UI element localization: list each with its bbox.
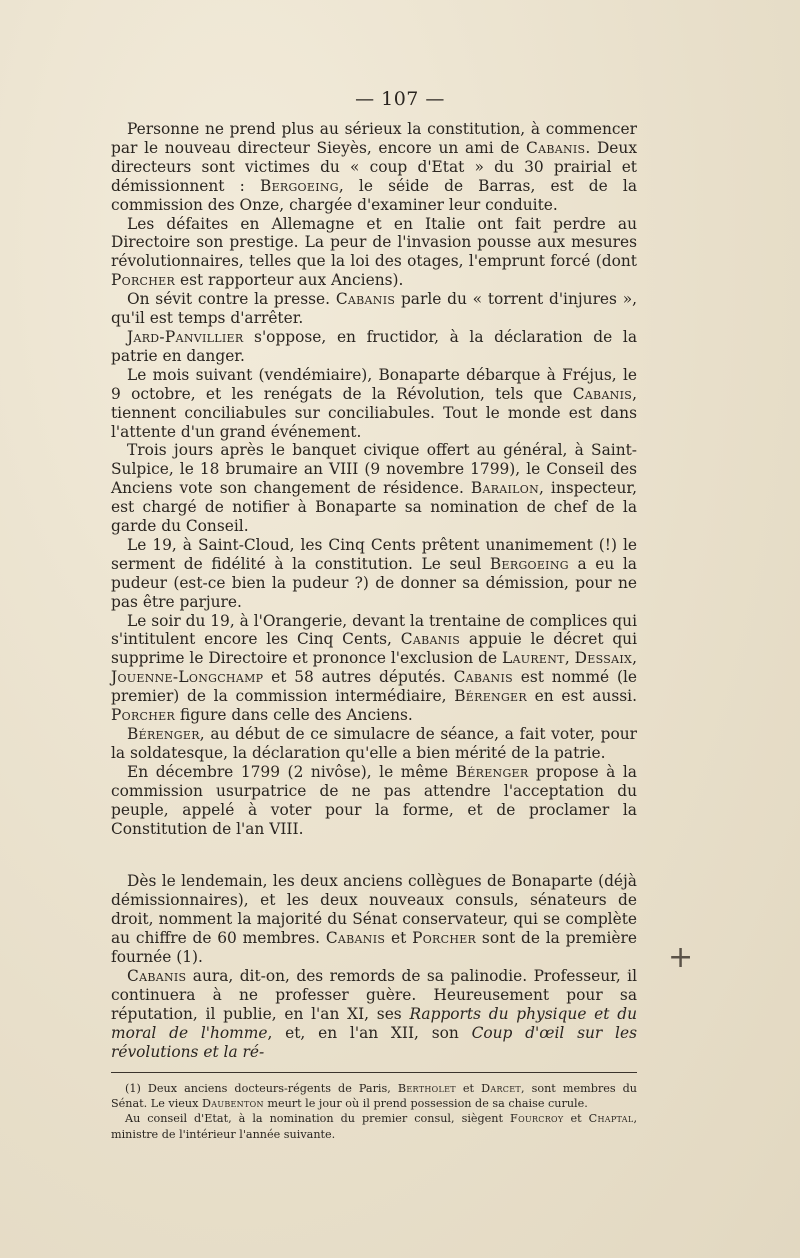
text-run: . Deux directeurs sont victimes du « coup d'Etat » du 30 prairial et démissionnent : bbox=[111, 138, 637, 195]
text-run: Au conseil d'Etat, à la nomination du premier consul, siègent bbox=[125, 1112, 511, 1126]
person-name: Porcher bbox=[412, 929, 477, 948]
text-run: , inspecteur, est chargé de notifier à Bonaparte sa nomination de chef de la garde du Conseil. bbox=[111, 479, 637, 536]
paragraph bbox=[111, 441, 637, 536]
book-title: Rapports du physique et du moral de l'homme bbox=[111, 1004, 637, 1042]
text-run: Le 19, à Saint-Cloud, les Cinq Cents prêtent unanimement (!) le serment de fidélité à la constitution. Le seul bbox=[111, 535, 637, 573]
person-name: Jard-Panvillier bbox=[127, 327, 244, 346]
text-run: On sévit contre la presse. bbox=[127, 290, 336, 309]
text-run: Le soir du 19, à l'Orangerie, devant la trentaine de complices qui s'intitulent encore les Cinq Cents, bbox=[111, 611, 637, 649]
paragraph bbox=[111, 536, 637, 612]
footnote bbox=[111, 1111, 637, 1141]
person-name: Barailon bbox=[470, 479, 540, 498]
text-run: Personne ne prend plus au sérieux la constitution, à commencer par le nouveau directeur Sieyès, encore un ami de bbox=[111, 120, 637, 157]
text-run: est rapporteur aux Anciens). bbox=[175, 271, 404, 290]
text-run: Trois jours après le banquet civique offert au général, à Saint-Sulpice, le 18 brumaire an VIII (9 novembre 1799), le Conseil des Anciens vote son changement de résidence. bbox=[111, 441, 637, 498]
text-run: (1) Deux anciens docteurs-régents de Paris, bbox=[125, 1082, 398, 1095]
person-name: Porcher bbox=[111, 706, 176, 725]
text-run: aura, dit-on, des remords de sa palinodie. Professeur, il continuera à ne professer guère. Heureusement pour sa réputation, il publie, en l'an XI, ses bbox=[111, 966, 637, 1023]
paragraph bbox=[111, 612, 637, 725]
text-run: et bbox=[563, 1112, 589, 1126]
text-run: s'oppose, en fructidor, à la déclaration de la patrie en danger. bbox=[111, 327, 637, 365]
text-run: est nommé (le premier) de la commission intermédiaire, bbox=[111, 668, 637, 706]
margin-pencil-mark: + bbox=[668, 940, 694, 975]
person-name: Bérenger bbox=[454, 687, 527, 706]
text-run: , et, en l'an XII, son bbox=[267, 1023, 472, 1042]
person-name: Cabanis bbox=[400, 630, 461, 649]
text-run: et 58 autres députés. bbox=[263, 668, 454, 687]
person-name: Cabanis bbox=[335, 290, 396, 309]
person-name: Daubenton bbox=[201, 1097, 264, 1111]
paragraph bbox=[111, 328, 637, 366]
text-run: propose à la commission usurpatrice de ne pas attendre l'acceptation du peuple, appelé à voter pour la forme, et de proclamer la Constitution de l'an VIII. bbox=[111, 762, 637, 838]
person-name: Bérenger bbox=[455, 762, 529, 781]
paragraph bbox=[111, 366, 637, 442]
text-run: , le séide de Barras, est de la commission des Onze, chargée d'examiner leur conduite. bbox=[111, 176, 637, 214]
text-run: appuie le décret qui supprime le Directoire et prononce l'exclusion de bbox=[111, 630, 638, 668]
paragraph bbox=[111, 872, 637, 967]
text-run: , tiennent conciliabules sur conciliabules. Tout le monde est dans l'attente d'un grand événement. bbox=[111, 384, 637, 441]
text-run: et bbox=[455, 1082, 482, 1095]
person-name: Laurent bbox=[502, 649, 565, 668]
text-run: a eu la pudeur (est-ce bien la pudeur ?) de donner sa démission, pour ne pas être parjure. bbox=[111, 554, 637, 611]
person-name: Porcher bbox=[111, 271, 176, 290]
person-name: Bertholet bbox=[397, 1082, 456, 1095]
paragraph bbox=[111, 725, 637, 763]
paragraph bbox=[111, 290, 637, 328]
text-run: en est aussi. bbox=[526, 687, 637, 706]
person-name: Bérenger bbox=[127, 725, 200, 743]
text-run: Dès le lendemain, les deux anciens collègues de Bonaparte (déjà démissionnaires), et les deux nouveaux consuls, sénateurs de droit, nomment la majorité du Sénat conservateur, qui se complète au chiffre de 60 membres. bbox=[111, 872, 637, 948]
person-name: Bergoeing bbox=[489, 554, 569, 573]
paragraph bbox=[111, 763, 637, 839]
text-run: En décembre 1799 (2 nivôse), le même bbox=[127, 762, 456, 781]
person-name: Cabanis bbox=[453, 668, 513, 687]
person-name: Cabanis bbox=[572, 384, 633, 403]
footnotes bbox=[111, 1081, 637, 1142]
person-name: Bergoeing bbox=[259, 176, 339, 195]
paragraph bbox=[111, 215, 637, 291]
text-run: , bbox=[564, 649, 575, 668]
body-text bbox=[111, 120, 637, 1062]
text-run: sont de la première fournée (1). bbox=[111, 929, 638, 967]
text-run: Les défaites en Allemagne et en Italie ont fait perdre au Directoire son prestige. La peur de l'invasion pousse aux mesures révolutionnaires, telles que la loi des otages, l'emprunt forcé (dont bbox=[111, 214, 637, 271]
text-run: Le mois suivant (vendémiaire), Bonaparte débarque à Fréjus, le 9 octobre, et les renégats de la Révolution, tels que bbox=[111, 365, 637, 403]
paragraph bbox=[111, 120, 637, 215]
person-name: Fourcroy bbox=[510, 1112, 564, 1126]
person-name: Cabanis bbox=[325, 929, 386, 948]
person-name: Jouenne-Longchamp bbox=[111, 668, 264, 687]
paragraph bbox=[111, 967, 637, 1062]
text-run: , bbox=[632, 649, 637, 668]
person-name: Dessaix bbox=[574, 649, 633, 668]
person-name: Darcet bbox=[481, 1082, 521, 1095]
text-run: , sont membres du Sénat. Le vieux bbox=[111, 1082, 637, 1111]
text-run: et bbox=[385, 929, 413, 948]
page-number: — 107 — bbox=[355, 88, 445, 110]
book-title: Coup d'œil sur les révolutions et la ré- bbox=[111, 1023, 637, 1061]
footnote bbox=[111, 1081, 637, 1111]
person-name: Cabanis bbox=[127, 966, 187, 985]
person-name: Chaptal bbox=[588, 1112, 634, 1126]
person-name: Cabanis bbox=[526, 138, 586, 157]
text-run: meurt le jour où il prend possession de sa chaise curule. bbox=[263, 1097, 588, 1111]
text-run: parle du « torrent d'injures », qu'il est temps d'arrêter. bbox=[111, 290, 638, 328]
footnote-rule bbox=[111, 1072, 637, 1073]
section-break bbox=[111, 838, 637, 872]
text-run: , ministre de l'intérieur l'année suivante. bbox=[111, 1112, 637, 1141]
text-run: , au début de ce simulacre de séance, a fait voter, pour la soldatesque, la déclaration qu'elle a bien mérité de la patrie. bbox=[111, 725, 637, 762]
text-run: figure dans celle des Anciens. bbox=[175, 706, 413, 725]
